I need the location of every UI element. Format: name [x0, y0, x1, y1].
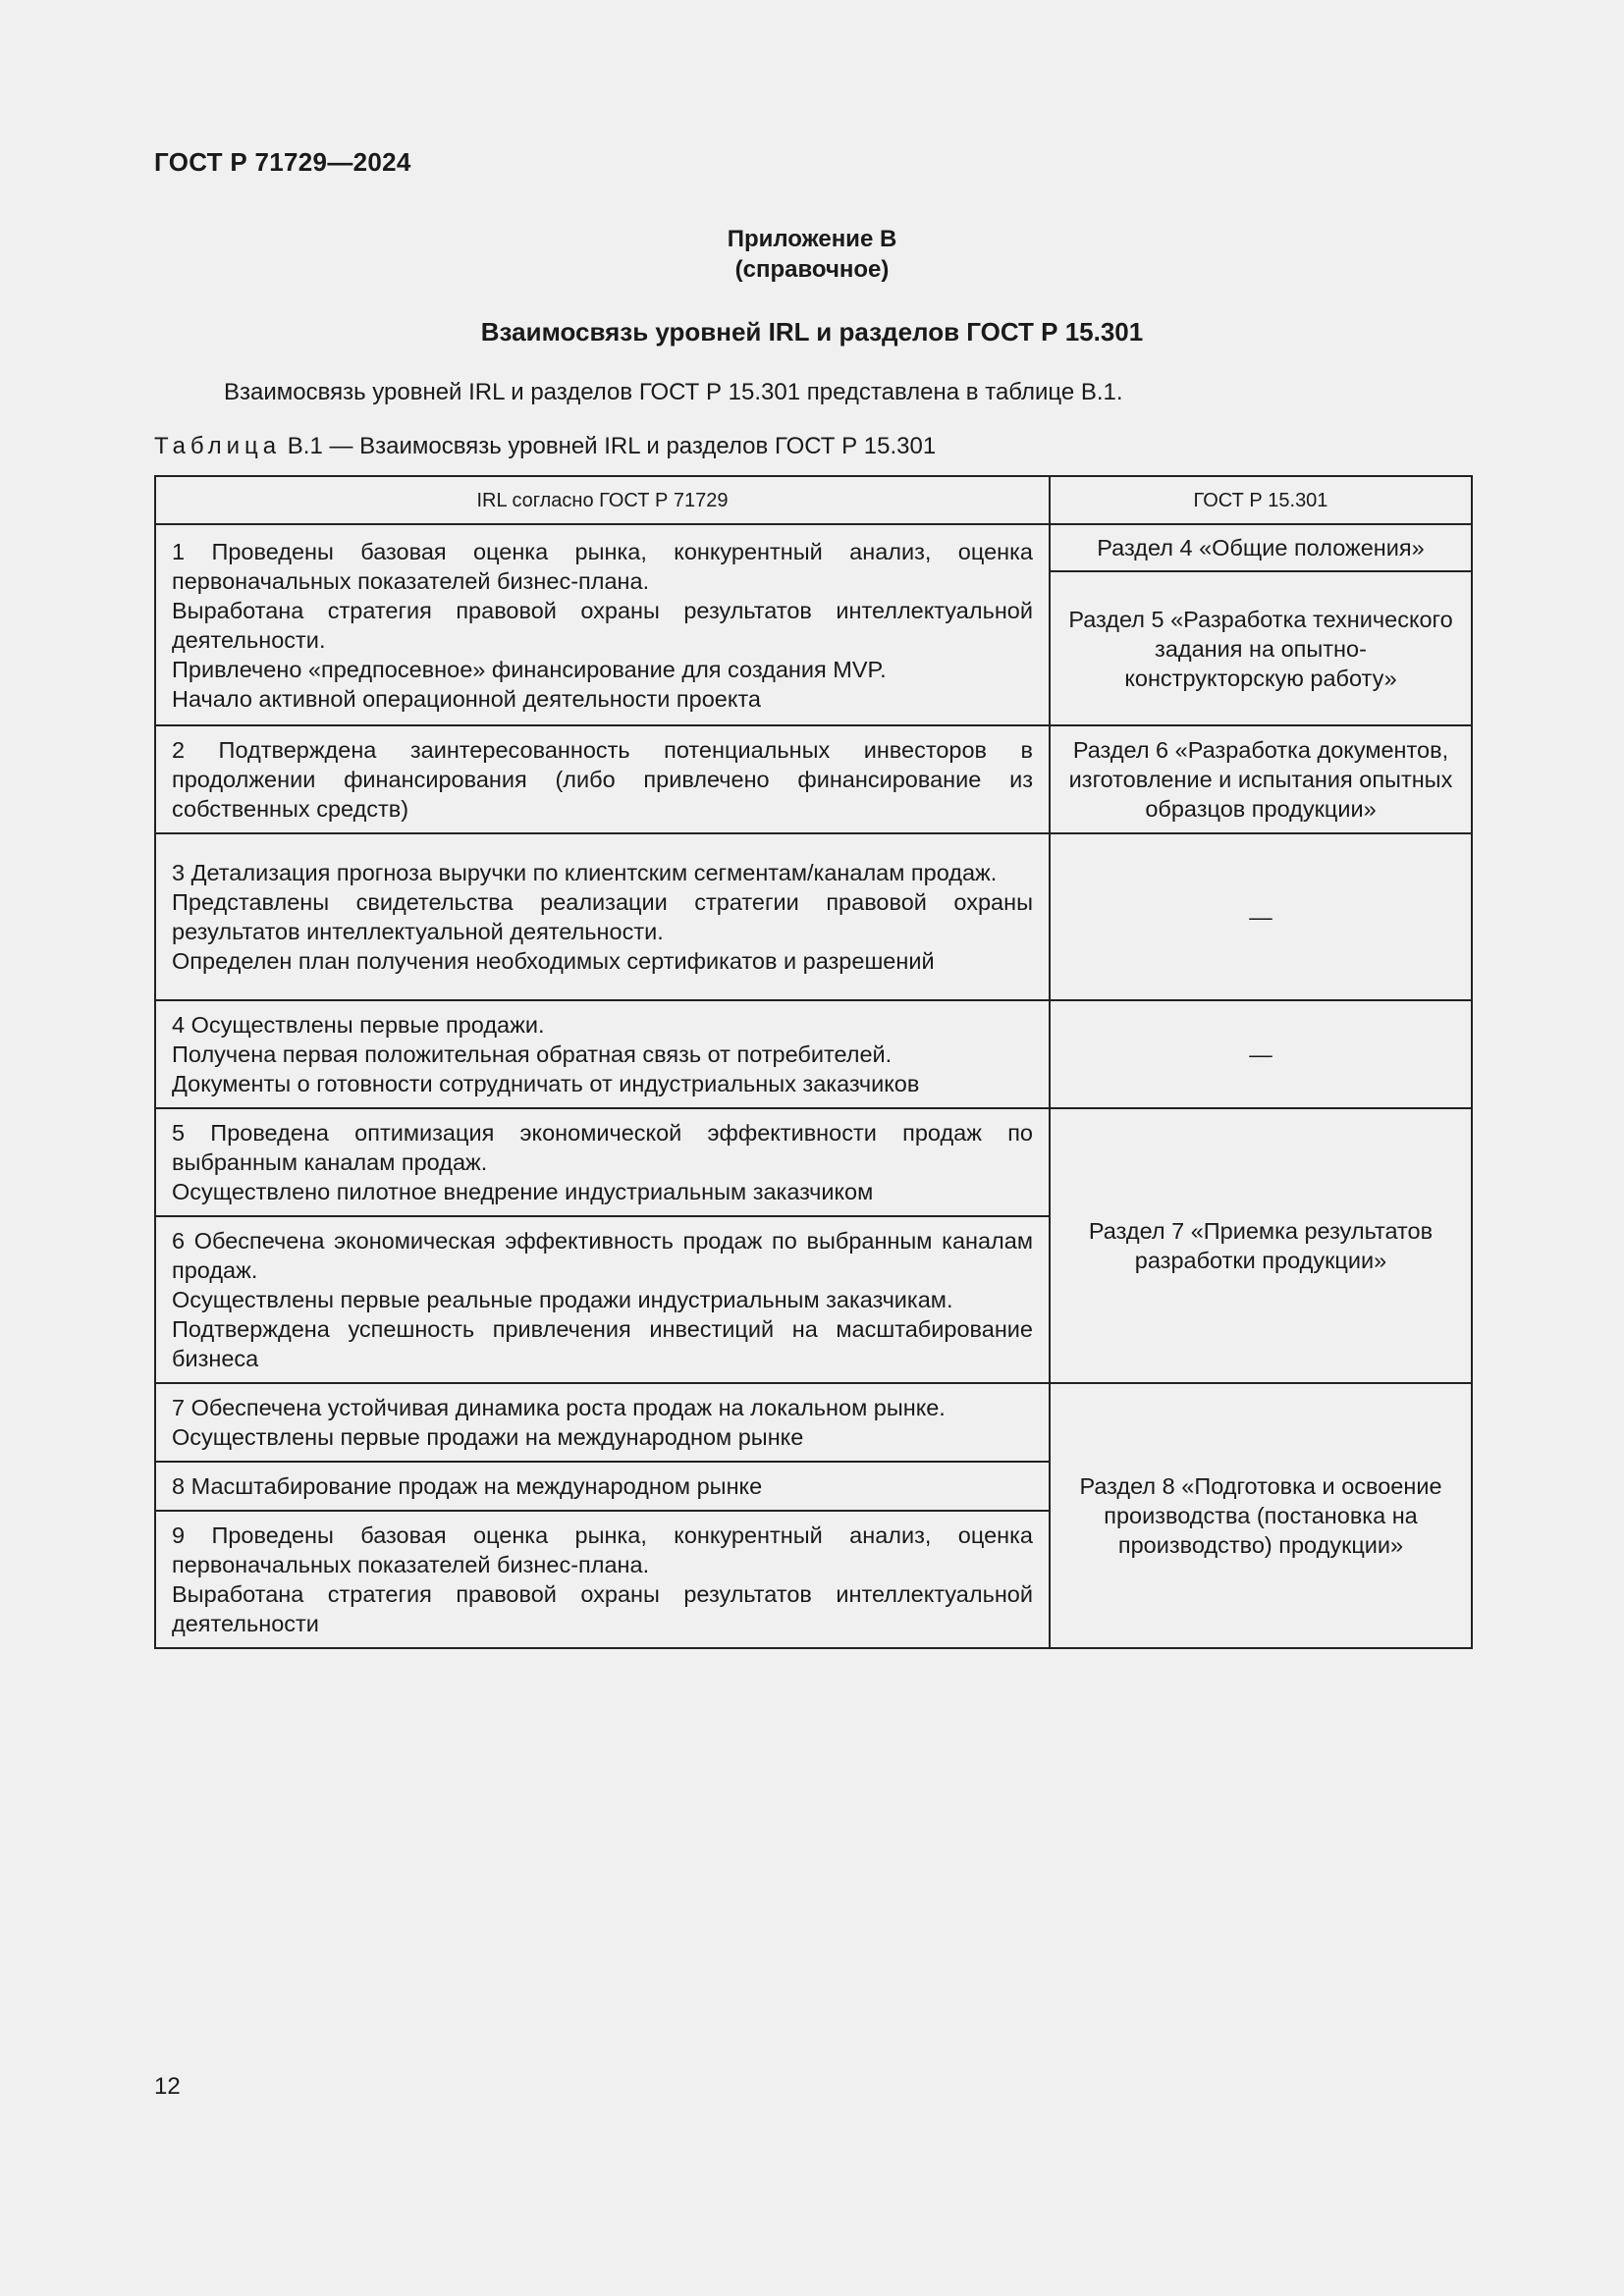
appendix-subtitle: (справочное)	[734, 256, 890, 283]
irl-1-line-1: 1 Проведены базовая оценка рынка, конкурентный анализ, оценка первоначальных показателей бизнес-плана.	[172, 538, 1033, 594]
section-title: Взаимосвязь уровней IRL и разделов ГОСТ Р 15.301	[480, 317, 1144, 347]
irl-cell-3	[155, 833, 1050, 1000]
irl-4-line-3: Документы о готовности сотрудничать от индустриальных заказчиков	[172, 1071, 920, 1096]
irl-5-line-2: Осуществлено пилотное внедрение индустриальным заказчиком	[172, 1179, 874, 1204]
irl-cell-5	[155, 1108, 1050, 1216]
gost-empty-4	[1050, 1000, 1472, 1108]
irl-8-line-1: 8 Масштабирование продаж на международном рынке	[172, 1473, 763, 1499]
irl-9-line-1: 9 Проведены базовая оценка рынка, конкурентный анализ, оценка первоначальных показателей бизнес-плана.	[172, 1522, 1033, 1577]
table-row	[155, 833, 1472, 1000]
gost-section-6: Раздел 6 «Разработка документов, изготовление и испытания опытных образцов продукции»	[1050, 725, 1472, 833]
table-row	[155, 725, 1472, 833]
table-header-row	[155, 476, 1472, 524]
table-row	[155, 524, 1472, 571]
table-caption-text: В.1 — Взаимосвязь уровней IRL и разделов ГОСТ Р 15.301	[281, 433, 937, 459]
header-irl: IRL согласно ГОСТ Р 71729	[155, 476, 1050, 524]
document-code: ГОСТ Р 71729—2024	[154, 147, 411, 177]
irl-1-line-4: Начало активной операционной деятельности проекта	[172, 685, 761, 712]
irl-1-line-2: Выработана стратегия правовой охраны результатов интеллектуальной деятельности.	[172, 597, 1033, 653]
irl-cell-8	[155, 1462, 1050, 1511]
irl-6-line-3: Подтверждена успешность привлечения инвестиций на масштабирование бизнеса	[172, 1316, 1033, 1371]
dash-4: —	[1249, 1041, 1272, 1067]
irl-cell-2	[155, 725, 1050, 833]
irl-3-line-1: 3 Детализация прогноза выручки по клиентским сегментам/каналам продаж.	[172, 860, 998, 885]
irl-3-line-3: Определен план получения необходимых сертификатов и разрешений	[172, 948, 935, 974]
irl-7-line-1: 7 Обеспечена устойчивая динамика роста продаж на локальном рынке.	[172, 1395, 946, 1420]
gost-empty-3	[1050, 833, 1472, 1000]
irl-5-line-1: 5 Проведена оптимизация экономической эффективности продаж по выбранным каналам продаж.	[172, 1120, 1033, 1175]
irl-9-line-2: Выработана стратегия правовой охраны результатов интеллектуальной деятельности	[172, 1581, 1033, 1636]
table-row	[155, 1383, 1472, 1462]
irl-cell-7	[155, 1383, 1050, 1462]
table-caption-prefix: Таблица	[154, 433, 282, 459]
table-row	[155, 1000, 1472, 1108]
irl-gost-table	[154, 475, 1473, 1649]
table-row	[155, 1108, 1472, 1216]
intro-paragraph: Взаимосвязь уровней IRL и разделов ГОСТ Р 15.301 представлена в таблице В.1.	[224, 379, 1123, 405]
table-caption	[154, 433, 936, 460]
header-gost: ГОСТ Р 15.301	[1050, 476, 1472, 524]
irl-6-line-2: Осуществлены первые реальные продажи индустриальным заказчикам.	[172, 1287, 953, 1312]
gost-section-4: Раздел 4 «Общие положения»	[1050, 524, 1472, 571]
irl-cell-4	[155, 1000, 1050, 1108]
irl-cell-9	[155, 1511, 1050, 1648]
dash-3: —	[1249, 904, 1272, 930]
irl-6-line-1: 6 Обеспечена экономическая эффективность продаж по выбранным каналам продаж.	[172, 1228, 1033, 1283]
page-number: 12	[154, 2073, 181, 2100]
gost-section-8: Раздел 8 «Подготовка и освоение производства (постановка на производство) продукции»	[1050, 1383, 1472, 1648]
irl-4-line-1: 4 Осуществлены первые продажи.	[172, 1012, 545, 1038]
irl-1-line-3: Привлечено «предпосевное» финансирование для создания MVP.	[172, 656, 887, 682]
irl-7-line-2: Осуществлены первые продажи на международном рынке	[172, 1424, 804, 1450]
irl-3-line-2: Представлены свидетельства реализации стратегии правовой охраны результатов интеллектуальной деятельности.	[172, 889, 1033, 944]
irl-2-line-1: 2 Подтверждена заинтересованность потенциальных инвесторов в продолжении финансирования (либо привлечено финансирование из собственных средств)	[172, 737, 1033, 822]
gost-section-5: Раздел 5 «Разработка технического задания на опытно-конструкторскую работу»	[1050, 571, 1472, 725]
irl-4-line-2: Получена первая положительная обратная связь от потребителей.	[172, 1041, 893, 1067]
irl-cell-1	[155, 524, 1050, 725]
appendix-heading	[0, 224, 1624, 285]
irl-cell-6	[155, 1216, 1050, 1383]
appendix-title: Приложение В	[727, 226, 897, 252]
gost-section-7: Раздел 7 «Приемка результатов разработки продукции»	[1050, 1108, 1472, 1383]
